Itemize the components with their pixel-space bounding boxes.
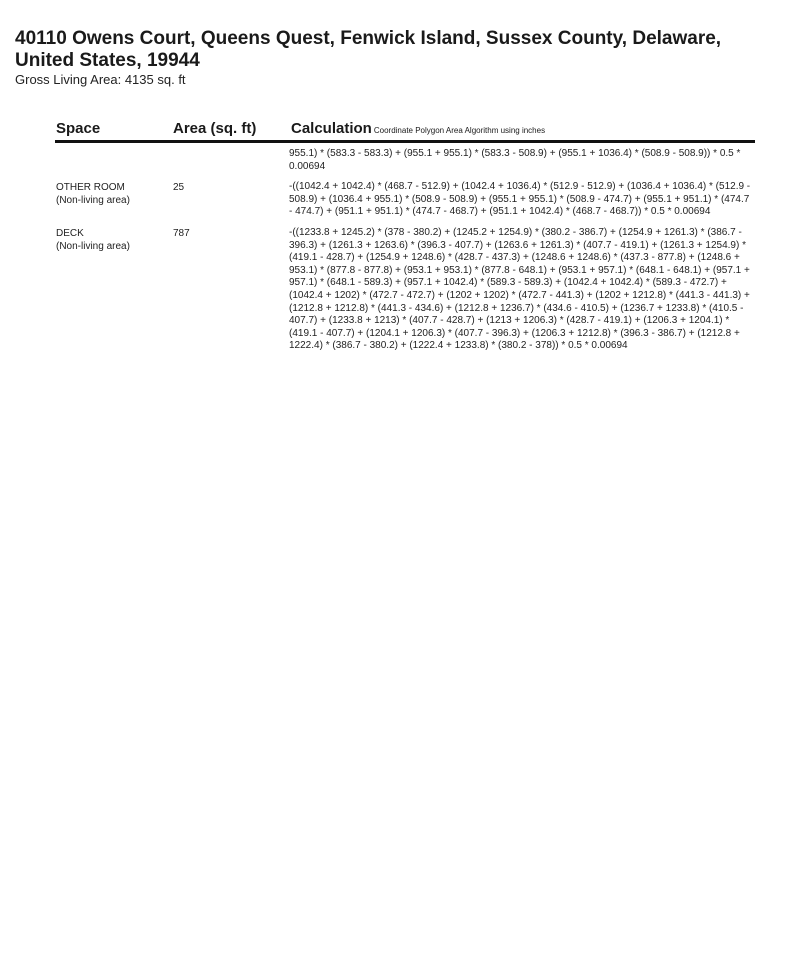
property-address-title: 40110 Owens Court, Queens Quest, Fenwick Island, Sussex County, Delaware, United States, 19944 (15, 28, 722, 71)
space-name: OTHER ROOM (56, 182, 125, 194)
calculation-label: Calculation (291, 120, 372, 137)
space-cell (56, 181, 166, 207)
calculation-method-note: Coordinate Polygon Area Algorithm using inches (373, 126, 546, 135)
area-cell: 25 (173, 182, 185, 194)
space-type: (Non-living area) (56, 195, 130, 207)
space-name: DECK (56, 227, 84, 239)
space-type: (Non-living area) (56, 240, 130, 252)
table-header (55, 118, 755, 143)
table-row (55, 227, 755, 353)
column-header-area: Area (sq. ft) (173, 120, 257, 137)
table-row (55, 181, 755, 219)
calculation-cell: -((1042.4 + 1042.4) * (468.7 - 512.9) + (1042.4 + 1036.4) * (512.9 - 512.9) + (1036.4 + 1036.4) * (512.9 - 508.9) + (1036.4 + 955.1) * (508.9 - 508.9) + (955.1 + 955.1) * (508.9 - 474.7) + (955.1 + 951.1) * (474.7 - 474.7) + (951.1 + 951.1) * (474.7 - 468.7) + (951.1 + 1042.4) * (468.7 - 468.7)) * 0.5 * 0.00694 (289, 181, 751, 218)
gross-living-area: Gross Living Area: 4135 sq. ft (15, 72, 186, 87)
area-cell: 787 (173, 227, 190, 239)
calculation-cell: -((1233.8 + 1245.2) * (378 - 380.2) + (1245.2 + 1254.9) * (380.2 - 386.7) + (1254.9 + 1261.3) * (386.7 - 396.3) + (1261.3 + 1263.6) * (396.3 - 407.7) + (1263.6 + 1261.3) * (407.7 - 419.1) + (1261.3 + 1254.9) * (419.1 - 428.7) + (1254.9 + 1248.6) * (428.7 - 437.3) + (1248.6 + 1248.6) * (437.3 - 877.8) + (1248.6 + 953.1) * (877.8 - 877.8) + (953.1 + 953.1) * (877.8 - 648.1) + (953.1 + 957.1) * (648.1 - 648.1) + (957.1 + 957.1) * (648.1 - 589.3) + (957.1 + 1042.4) * (589.3 - 589.3) + (1042.4 + 1042.4) * (589.3 - 472.7) + (1042.4 + 1202) * (472.7 - 472.7) + (1202 + 1202) * (472.7 - 441.3) + (1202 + 1212.8) * (441.3 - 441.3) + (1212.8 + 1212.8) * (441.3 - 434.6) + (1212.8 + 1236.7) * (434.6 - 410.5) + (1236.7 + 1233.8) * (410.5 - 407.7) + (1233.8 + 1213) * (407.7 - 428.7) + (1213 + 1206.3) * (428.7 - 419.1) + (1206.3 + 1204.1) * (419.1 - 407.7) + (1204.1 + 1206.3) * (407.7 - 396.3) + (1206.3 + 1212.8) * (396.3 - 386.7) + (1212.8 + 1222.4) * (386.7 - 380.2) + (1222.4 + 1233.8) * (380.2 - 378)) * 0.5 * 0.00694 (289, 226, 750, 352)
calculation-cell: 955.1) * (583.3 - 583.3) + (955.1 + 955.1) * (583.3 - 508.9) + (955.1 + 1036.4) * (508.9 - 508.9)) * 0.5 * 0.00694 (289, 148, 741, 172)
area-calculation-table (55, 118, 755, 353)
column-header-calculation (291, 120, 545, 140)
table-row (55, 148, 755, 173)
space-cell (56, 227, 166, 253)
column-header-space: Space (56, 120, 101, 137)
